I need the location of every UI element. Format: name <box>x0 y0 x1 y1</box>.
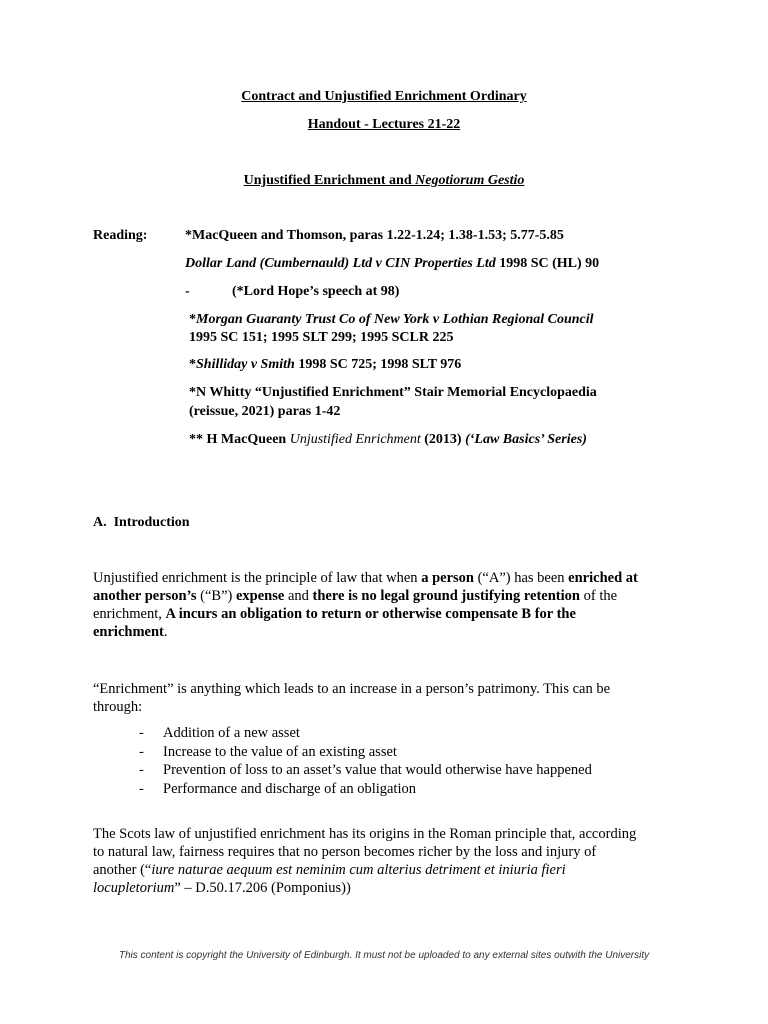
bold-text: expense <box>235 588 285 604</box>
reading-item-5 <box>189 356 461 374</box>
reading-item-3: (*Lord Hope’s speech at 98) <box>232 284 400 299</box>
section-a-heading: A. Introduction <box>93 515 190 530</box>
author: ** H MacQueen <box>189 432 290 447</box>
para1-line-4 <box>93 623 168 642</box>
para3-line-3 <box>93 861 566 880</box>
text: (“B”) <box>196 588 236 604</box>
case-citation: 1998 SC (HL) 90 <box>495 256 600 271</box>
reading-item-2 <box>185 255 599 273</box>
topic-italic: Negotiorum Gestio <box>415 173 525 188</box>
latin-maxim: locupletorium <box>93 880 175 896</box>
list-dash: - <box>139 743 144 760</box>
list-item <box>139 724 699 743</box>
case-shilliday: Shilliday v Smith <box>196 357 295 372</box>
bold-text: another person’s <box>93 588 197 604</box>
text: (“A”) has been <box>473 570 569 586</box>
text: of the <box>579 588 618 604</box>
text: and <box>284 588 313 604</box>
asterisk: * <box>189 312 196 327</box>
para1-line-3 <box>93 605 576 624</box>
copyright-footer: This content is copyright the University of Edinburgh. It must not be uploaded to any external sites outwith the University <box>118 950 650 961</box>
topic-heading <box>0 172 768 190</box>
list-dash: - <box>139 780 144 797</box>
reading-item-4-citation: 1995 SC 151; 1995 SLT 299; 1995 SCLR 225 <box>189 330 454 345</box>
para2-line-1: “Enrichment” is anything which leads to an increase in a person’s patrimony. This can be <box>93 681 611 697</box>
list-item <box>139 780 699 799</box>
list-item <box>139 761 699 780</box>
reading-item-6: *N Whitty “Unjustified Enrichment” Stair Memorial Encyclopaedia <box>189 385 597 400</box>
latin-maxim: iure naturae aequum est neminim cum alterius detriment et iniuria fieri <box>151 862 566 878</box>
para3-line-1: The Scots law of unjustified enrichment has its origins in the Roman principle that, according <box>93 826 637 842</box>
para3-line-2: to natural law, fairness requires that no person becomes richer by the loss and injury of <box>93 844 597 860</box>
para1-line-2 <box>93 587 617 606</box>
text: enrichment, <box>93 606 166 622</box>
bold-text: enriched at <box>568 570 638 586</box>
book-series: (‘Law Basics’ Series) <box>465 432 587 447</box>
list-dash: - <box>139 762 144 778</box>
list-item-text: Prevention of loss to an asset’s value that would otherwise have happened <box>163 762 592 778</box>
para1-line-1 <box>93 569 638 588</box>
list-item-text: Performance and discharge of an obligation <box>163 780 416 797</box>
para2-line-2: through: <box>93 699 143 715</box>
book-title: Unjustified Enrichment <box>289 432 421 447</box>
reading-item-6-line-2: (reissue, 2021) paras 1-42 <box>189 404 341 419</box>
bold-text: enrichment <box>93 624 164 640</box>
list-dash: - <box>139 725 144 741</box>
reading-item-7 <box>189 431 587 449</box>
text: ” – D.50.17.206 (Pomponius)) <box>174 880 351 896</box>
reading-item-4 <box>189 311 594 329</box>
reading-item-1: *MacQueen and Thomson, paras 1.22-1.24; 1.38-1.53; 5.77-5.85 <box>185 228 564 243</box>
case-morgan-guaranty: Morgan Guaranty Trust Co of New York v Lothian Regional Council <box>196 312 594 327</box>
enrichment-list <box>139 724 699 798</box>
bold-text: A incurs an obligation to return or otherwise compensate B for the <box>165 606 576 622</box>
list-item-text: Increase to the value of an existing asset <box>163 743 397 760</box>
list-item-text: Addition of a new asset <box>163 725 300 741</box>
document-title: Contract and Unjustified Enrichment Ordinary <box>241 89 527 104</box>
reading-item-3-dash: - <box>185 284 190 299</box>
document-subtitle: Handout - Lectures 21-22 <box>307 117 461 132</box>
book-year: (2013) <box>420 432 466 447</box>
asterisk: * <box>189 357 196 372</box>
list-item <box>139 743 699 762</box>
case-citation: 1998 SC 725; 1998 SLT 976 <box>294 357 462 372</box>
bold-text: there is no legal ground justifying retention <box>312 588 580 604</box>
text: another (“ <box>93 862 152 878</box>
text: . <box>163 624 168 640</box>
case-dollar-land: Dollar Land (Cumbernauld) Ltd v CIN Properties Ltd <box>185 256 496 271</box>
para3-line-4 <box>93 879 351 898</box>
topic-plain: Unjustified Enrichment and <box>243 173 416 188</box>
reading-label: Reading: <box>93 228 148 243</box>
text: Unjustified enrichment is the principle of law that when <box>93 570 422 586</box>
bold-text: a person <box>421 570 474 586</box>
